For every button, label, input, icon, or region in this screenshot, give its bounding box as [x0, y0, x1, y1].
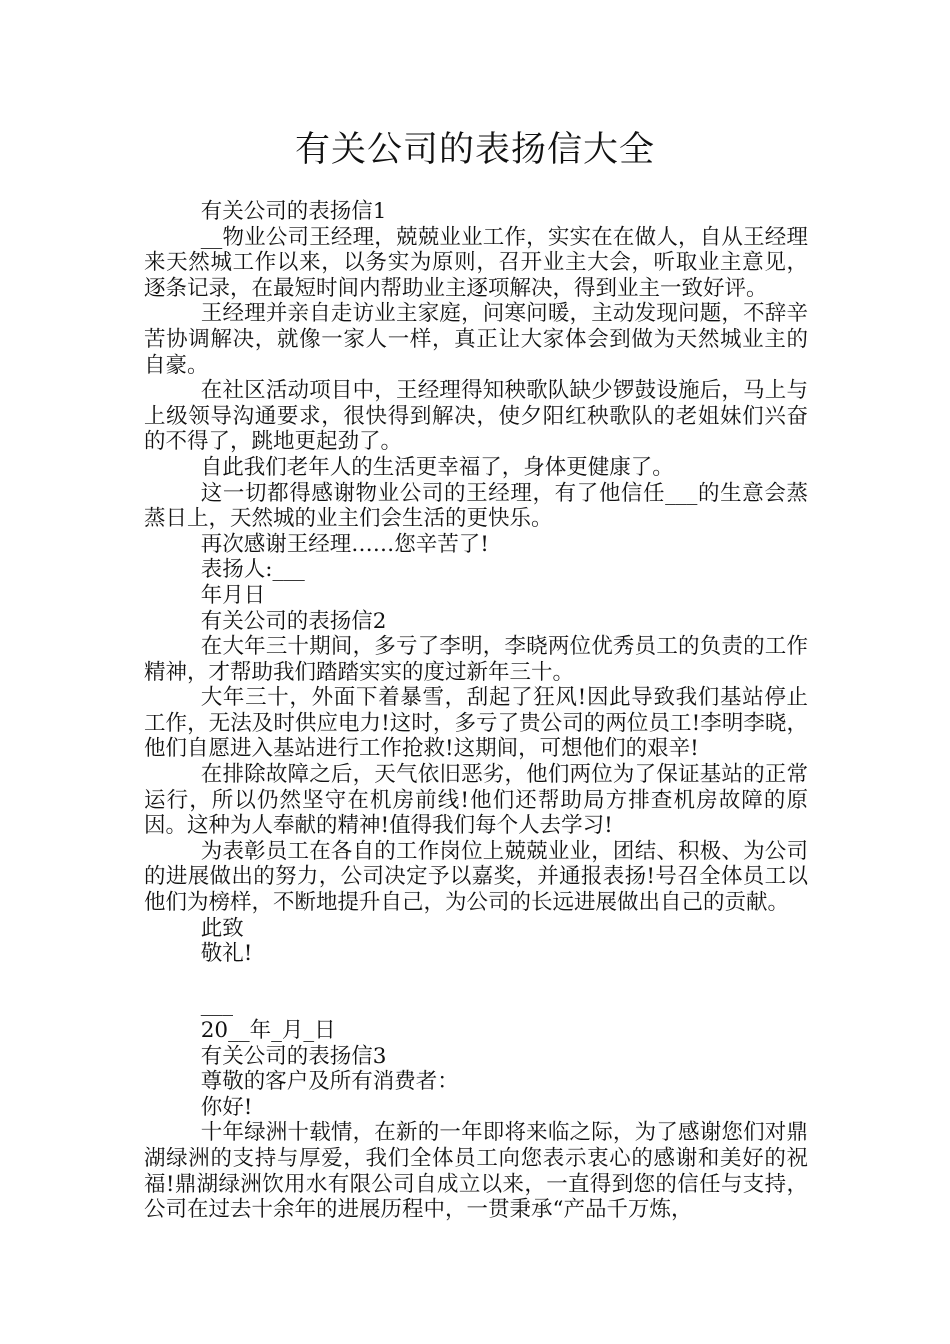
letter-3-paragraph: 十年绿洲十载情，在新的一年即将来临之际，为了感谢您们对鼎湖绿洲的支持与厚爱，我们全体员工向您表示衷心的感谢和美好的祝福!鼎湖绿洲饮用水有限公司自成立以来，一直得到您的信任与支持，公司在过去十余年的进展历程中，一贯秉承“产品千万炼， [144, 1120, 808, 1223]
letter-2-salutation: 敬礼! [200, 941, 253, 967]
letter-2-heading: 有关公司的表扬信2 [200, 608, 387, 634]
letter-2-date: 20__年_月_日 [200, 1018, 336, 1043]
letter-2-paragraph: 大年三十，外面下着暴雪，刮起了狂风!因此导致我们基站停止工作，无法及时供应电力!这时，多亏了贵公司的两位员工!李明李晓，他们自愿进入基站进行工作抢救!这期间，可想他们的艰辛! [144, 685, 808, 762]
letter-2-paragraph: 在排除故障之后，天气依旧恶劣，他们两位为了保证基站的正常运行，所以仍然坚守在机房前线!他们还帮助局方排查机房故障的原因。这种为人奉献的精神!值得我们每个人去学习! [144, 762, 808, 839]
letter-1-paragraph: 这一切都得感谢物业公司的王经理，有了他信任___的生意会蒸蒸日上，天然城的业主们会生活的更快乐。 [144, 480, 808, 532]
letter-2-signature: ___ [200, 992, 233, 1018]
document-title: 有关公司的表扬信大全 [294, 130, 655, 170]
blank-line [144, 967, 808, 993]
letter-2-paragraph: 为表彰员工在各自的工作岗位上兢兢业业，团结、积极、为公司的进展做出的努力，公司决定予以嘉奖，并通报表扬!号召全体员工以他们为榜样，不断地提升自己，为公司的长远进展做出自己的贡献。 [144, 838, 808, 916]
letter-1-date: 年月日 [200, 582, 266, 608]
letter-1-paragraph: __物业公司王经理，兢兢业业工作，实实在在做人，自从王经理来天然城工作以来，以务实为原则，召开业主大会，听取业主意见，逐条记录，在最短时间内帮助业主逐项解决，得到业主一致好评。 [144, 224, 808, 301]
letter-1-signature: 表扬人:___ [200, 557, 305, 583]
letter-3-greeting: 尊敬的客户及所有消费者： [200, 1069, 459, 1095]
document-body [144, 199, 808, 1223]
letter-3-heading: 有关公司的表扬信3 [200, 1043, 387, 1069]
letter-1-paragraph: 王经理并亲自走访业主家庭，问寒问暖，主动发现问题，不辞辛苦协调解决，就像一家人一样，真正让大家体会到做为天然城业主的自豪。 [144, 301, 808, 378]
letter-1-heading: 有关公司的表扬信1 [200, 199, 387, 224]
letter-2-paragraph: 在大年三十期间，多亏了李明，李晓两位优秀员工的负责的工作精神，才帮助我们踏踏实实的度过新年三十。 [144, 634, 808, 685]
letter-2-salutation: 此致 [200, 915, 244, 941]
letter-1-closing: 再次感谢王经理……您辛苦了! [200, 531, 489, 557]
letter-3-greeting: 你好! [200, 1094, 253, 1120]
letter-1-paragraph: 在社区活动项目中，王经理得知秧歌队缺少锣鼓设施后，马上与上级领导沟通要求，很快得到解决，使夕阳红秧歌队的老姐妹们兴奋的不得了，跳地更起劲了。 [144, 378, 808, 455]
letter-1-paragraph: 自此我们老年人的生活更幸福了，身体更健康了。 [200, 454, 674, 480]
